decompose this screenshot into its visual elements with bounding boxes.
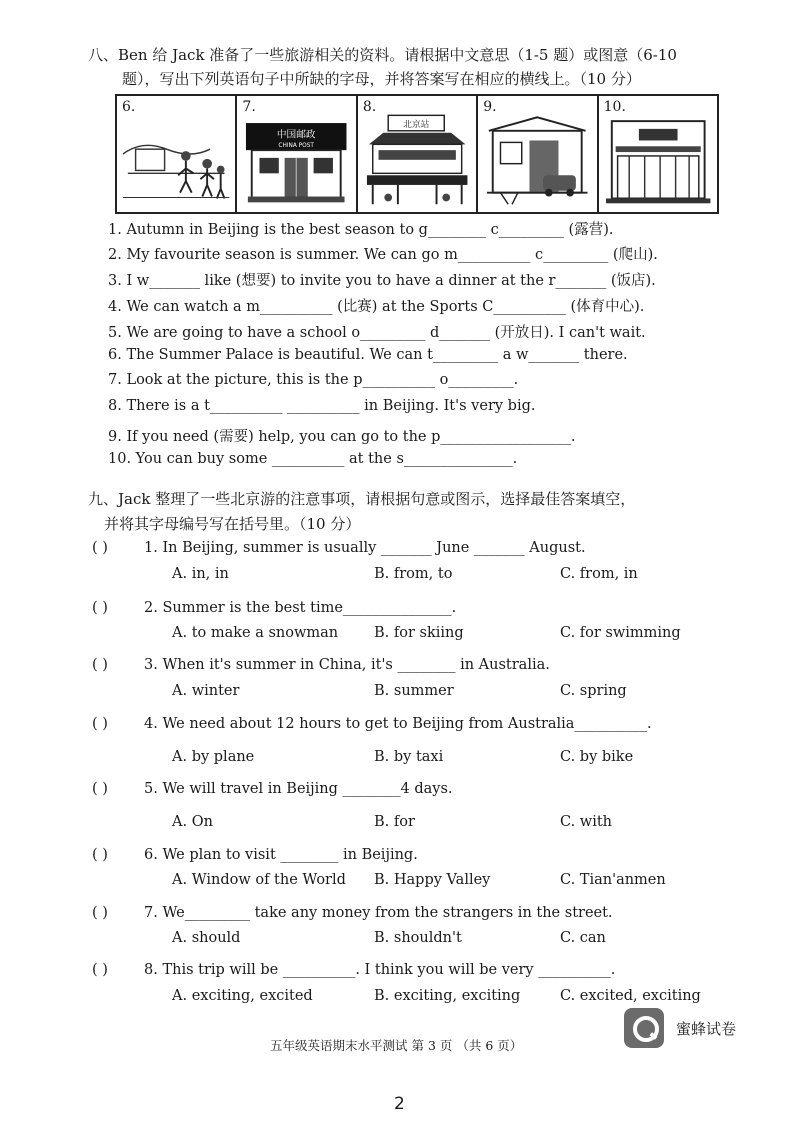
section9-title-line1: 九、Jack 整理了一些北京游的注意事项，请根据句意或图示，选择最佳答案填空， (88, 490, 636, 508)
answer-paren[interactable]: ( ) (92, 657, 108, 673)
option-a: A. to make a snowman (172, 625, 339, 641)
question-stem: 5. We will travel in Beijing ________4 days. (144, 781, 453, 797)
answer-paren[interactable]: ( ) (92, 540, 108, 556)
option-a: A. should (172, 930, 241, 946)
picture-8 (358, 96, 478, 212)
picture-number: 7. (242, 99, 256, 115)
section9-title-line2: 并将其字母编号写在括号里。（10 分） (104, 515, 361, 533)
answer-paren[interactable]: ( ) (92, 716, 108, 732)
answer-paren[interactable]: ( ) (92, 847, 108, 863)
option-b: B. for skiing (374, 625, 464, 641)
picture-number: 8. (362, 99, 377, 115)
station-sign: 北京站 (403, 119, 430, 130)
brand-name: 蜜蜂试卷 (676, 1020, 737, 1038)
option-a: A. by plane (172, 749, 255, 765)
option-a: A. winter (172, 683, 240, 699)
page-number: 2 (394, 1094, 405, 1114)
question-stem: 6. We plan to visit ________ in Beijing. (144, 847, 418, 863)
picture-number: 6. (122, 99, 136, 115)
answer-paren[interactable]: ( ) (92, 600, 108, 616)
page-footer: 五年级英语期末水平测试 第 3 页 （共 6 页） (270, 1038, 523, 1053)
option-a: A. in, in (172, 566, 229, 582)
picture-9 (478, 96, 598, 212)
option-c: C. with (560, 814, 613, 830)
post-office-sign: 中国邮政 (277, 129, 316, 141)
option-a: A. exciting, excited (172, 988, 313, 1004)
sentence-5: 5. We are going to have a school o_________ d_______ (开放日). I can't wait. (108, 325, 646, 341)
post-office-sign-en: CHINA POST (278, 143, 315, 150)
sentence-1: 1. Autumn in Beijing is the best season to g________ c_________ (露营). (108, 222, 614, 238)
sentence-6: 6. The Summer Palace is beautiful. We can t_________ a w_______ there. (108, 347, 628, 363)
option-c: C. spring (560, 683, 627, 699)
option-b: B. from, to (374, 566, 453, 582)
sentence-4: 4. We can watch a m__________ (比赛) at the Sports C__________ (体育中心). (108, 299, 645, 315)
option-b: B. Happy Valley (374, 872, 491, 888)
option-b: B. for (374, 814, 415, 830)
sentence-8: 8. There is a t__________ __________ in Beijing. It's very big. (108, 398, 536, 414)
picture-number: 9. (483, 99, 497, 115)
option-c: C. excited, exciting (560, 988, 701, 1004)
sentence-7: 7. Look at the picture, this is the p__________ o_________. (108, 372, 519, 388)
answer-paren[interactable]: ( ) (92, 962, 108, 978)
brand-logo-icon (624, 1008, 664, 1048)
people-walking-illustration (117, 96, 235, 212)
train-station-illustration (358, 96, 476, 212)
post-office-illustration (237, 96, 355, 212)
option-c: C. for swimming (560, 625, 681, 641)
option-b: B. exciting, exciting (374, 988, 521, 1004)
answer-paren[interactable]: ( ) (92, 905, 108, 921)
question-stem: 8. This trip will be __________. I think you will be very __________. (144, 962, 616, 978)
option-c: C. Tian'anmen (560, 872, 666, 888)
option-a: A. On (172, 814, 213, 830)
section8-title-line1: 八、Ben 给 Jack 准备了一些旅游相关的资料。请根据中文意思（1-5 题）或图意（6-10 (88, 46, 677, 64)
answer-paren[interactable]: ( ) (92, 781, 108, 797)
question-stem: 3. When it's summer in China, it's ________ in Australia. (144, 657, 550, 673)
section8-title-line2: 题），写出下列英语句子中所缺的字母，并将答案写在相应的横线上。（10 分） (122, 70, 641, 88)
question-stem: 4. We need about 12 hours to get to Beijing from Australia__________. (144, 716, 652, 732)
sentence-3: 3. I w_______ like (想要) to invite you to have a dinner at the r_______ (饭店). (108, 273, 656, 289)
police-station-illustration (478, 96, 596, 212)
picture-number: 10. (603, 99, 626, 115)
question-stem: 1. In Beijing, summer is usually _______ June _______ August. (144, 540, 586, 556)
option-b: B. shouldn't (374, 930, 462, 946)
picture-7 (237, 96, 357, 212)
picture-10 (599, 96, 717, 212)
picture-6 (117, 96, 237, 212)
question-stem: 7. We_________ take any money from the strangers in the street. (144, 905, 613, 921)
question-stem: 2. Summer is the best time_______________. (144, 600, 457, 616)
sentence-9: 9. If you need (需要) help, you can go to the p__________________. (108, 429, 576, 445)
option-a: A. Window of the World (172, 872, 346, 888)
picture-strip (115, 94, 719, 214)
sentence-10: 10. You can buy some __________ at the s_______________. (108, 451, 518, 467)
shop-illustration (599, 96, 717, 212)
option-b: B. by taxi (374, 749, 444, 765)
sentence-2: 2. My favourite season is summer. We can go m__________ c_________ (爬山). (108, 247, 658, 263)
option-b: B. summer (374, 683, 454, 699)
option-c: C. can (560, 930, 606, 946)
option-c: C. by bike (560, 749, 634, 765)
option-c: C. from, in (560, 566, 638, 582)
